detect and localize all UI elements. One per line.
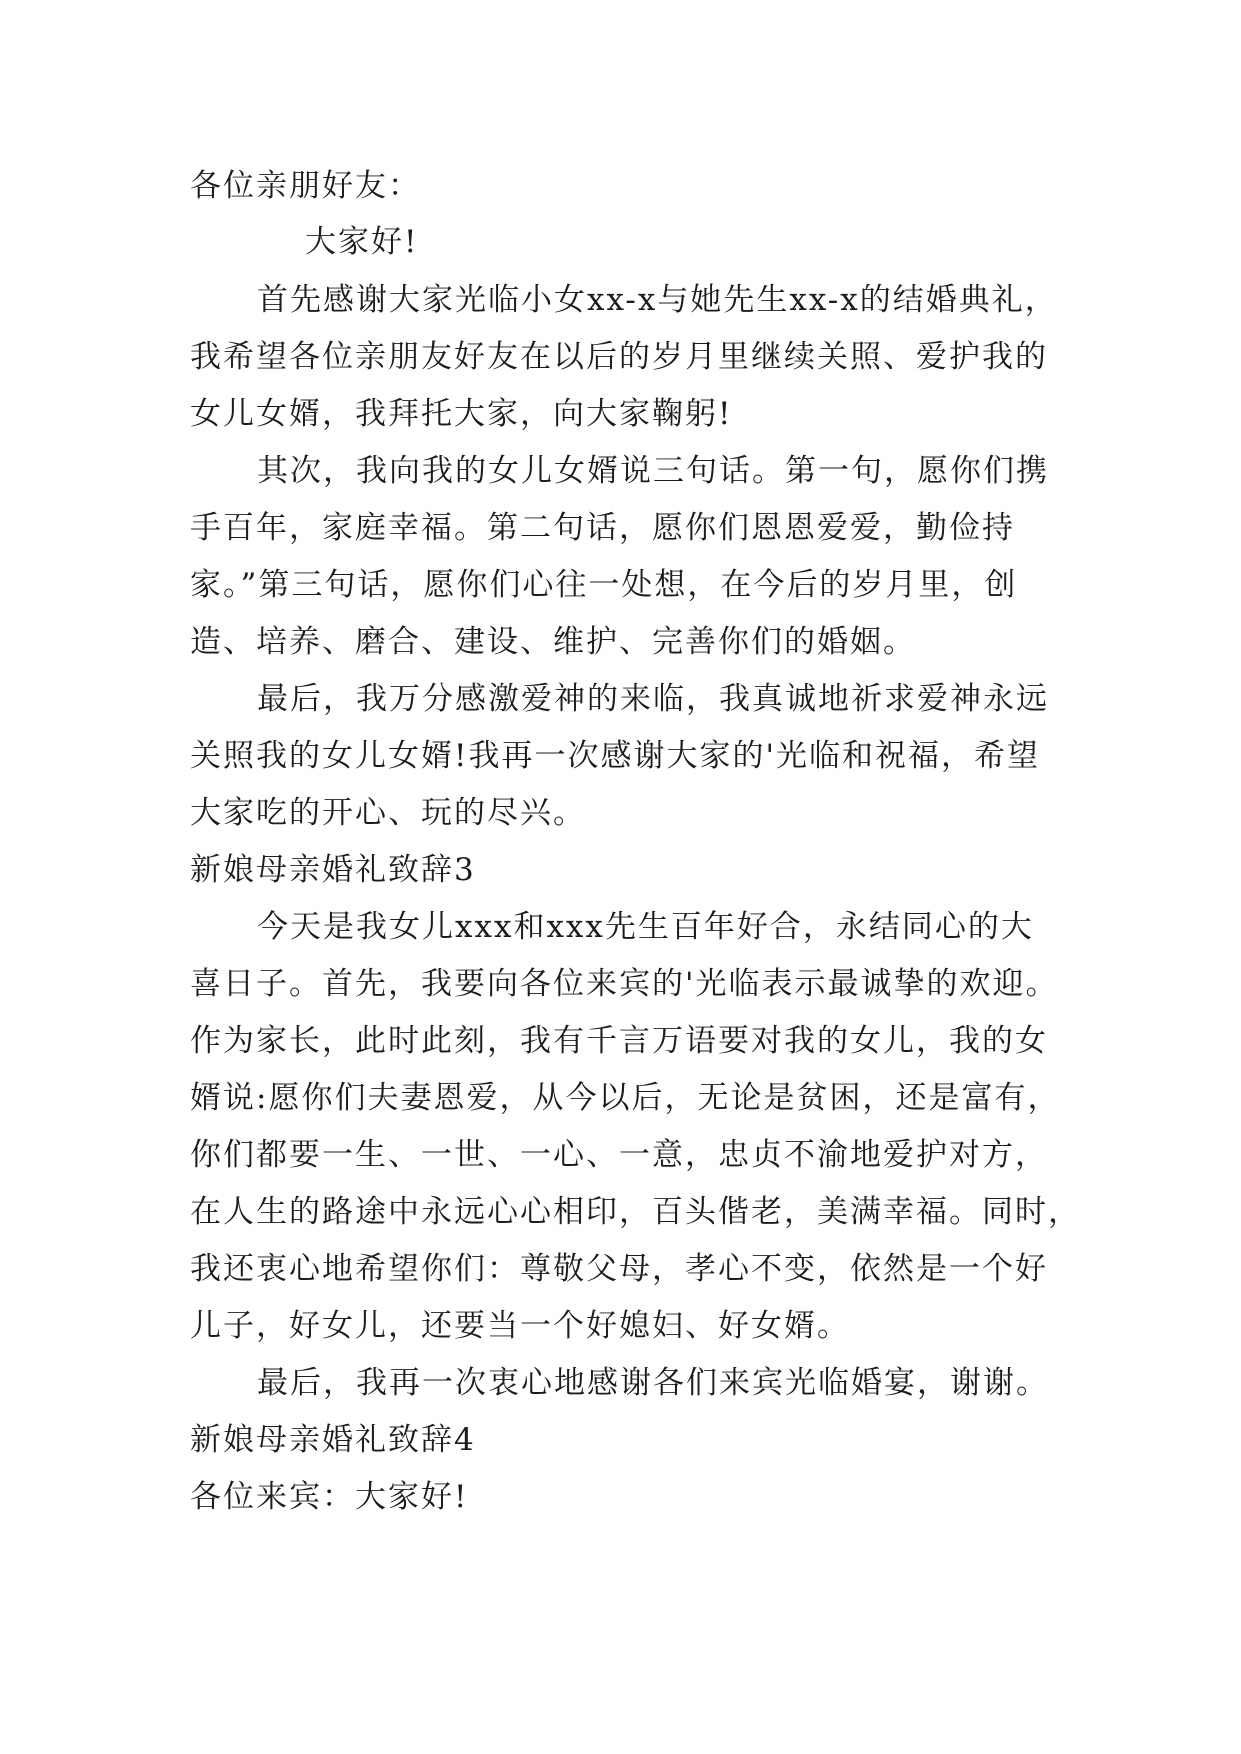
paragraph-1-line-3: 女儿女婿，我拜托大家，向大家鞠躬! [190,396,733,432]
closing-greeting-line: 各位来宾：大家好! [190,1479,469,1515]
paragraph-4-line-3: 作为家长，此时此刻，我有千言万语要对我的女儿，我的女 [190,1023,1048,1059]
paragraph-2-line-3: 家。”第三句话，愿你们心往一处想，在今后的岁月里，创 [190,567,1018,603]
paragraph-4-line-7: 我还衷心地希望你们：尊敬父母，孝心不变，依然是一个好 [190,1251,1048,1287]
greeting-line: 各位亲朋好友： [190,168,421,204]
paragraph-4-line-8: 儿子，好女儿，还要当一个好媳妇、好女婿。 [190,1308,850,1344]
paragraph-2-line-4: 造、培养、磨合、建设、维护、完善你们的婚姻。 [190,624,916,660]
paragraph-4-line-1: 今天是我女儿xxx和xxx先生百年好合，永结同心的大 [257,909,1034,945]
hello-line: 大家好! [305,224,419,260]
paragraph-1-line-2: 我希望各位亲朋友好友在以后的岁月里继续关照、爱护我的 [190,339,1048,375]
paragraph-4-line-2: 喜日子。首先，我要向各位来宾的'光临表示最诚挚的欢迎。 [190,966,1059,1002]
paragraph-5-line-1: 最后，我再一次衷心地感谢各们来宾光临婚宴，谢谢。 [257,1365,1049,1401]
paragraph-1-line-1: 首先感谢大家光临小女xx-x与她先生xx-x的结婚典礼， [257,282,1058,318]
paragraph-3-line-1: 最后，我万分感激爱神的来临，我真诚地祈求爱神永远 [257,681,1049,717]
paragraph-2-line-2: 手百年，家庭幸福。第二句话，愿你们恩恩爱爱，勤俭持 [190,510,1015,546]
section-heading-3: 新娘母亲婚礼致辞3 [190,852,476,888]
paragraph-3-line-3: 大家吃的开心、玩的尽兴。 [190,795,586,831]
paragraph-4-line-5: 你们都要一生、一世、一心、一意，忠贞不渝地爱护对方， [190,1137,1048,1173]
paragraph-3-line-2: 关照我的女儿女婿!我再一次感谢大家的'光临和祝福，希望 [190,738,1040,774]
paragraph-4-line-4: 婿说:愿你们夫妻恩爱，从今以后，无论是贫困，还是富有， [190,1080,1061,1116]
paragraph-4-line-6: 在人生的路途中永远心心相印，百头偕老，美满幸福。同时， [190,1194,1081,1230]
paragraph-2-line-1: 其次，我向我的女儿女婿说三句话。第一句，愿你们携 [257,453,1049,489]
section-heading-4: 新娘母亲婚礼致辞4 [190,1422,476,1458]
